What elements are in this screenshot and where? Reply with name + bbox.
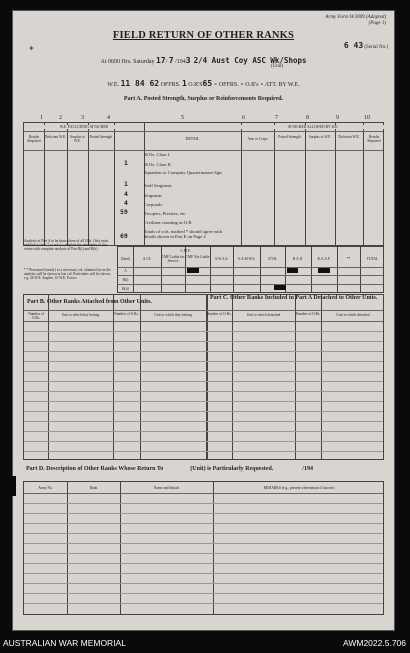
- part-c-head: Unit to which detached: [246, 313, 281, 317]
- row-detail: Totals of cols. marked * should agree with details shown in Part E on Page 2: [144, 229, 223, 239]
- ruled-line: [24, 371, 383, 372]
- ruled-line: [24, 553, 383, 554]
- footer-credit: AUSTRALIAN WAR MEMORIAL: [3, 638, 126, 648]
- analysis-head: CIVIL: [267, 257, 278, 261]
- ruled-line: [24, 391, 383, 392]
- ors2-value: -: [240, 81, 244, 88]
- ruled-line: [24, 401, 383, 402]
- year-prefix: /194: [175, 59, 186, 65]
- analysis-row-label: A: [124, 269, 127, 273]
- ruled-line: [24, 543, 383, 544]
- part-b-title: Part B. Other Ranks Attached from Other Units.: [27, 299, 152, 305]
- col-number: 3: [81, 115, 84, 121]
- unit-label: (Unit): [271, 64, 284, 69]
- row-detail: Civilians counting as O.R.: [144, 220, 193, 225]
- serial-number: [344, 41, 388, 50]
- ruled-line: [24, 593, 383, 594]
- redaction-mark: [287, 268, 298, 273]
- row-detail: Staff Sergeants: [144, 183, 172, 188]
- row-posted: 59: [120, 208, 128, 216]
- col-head: Posted Strength: [278, 135, 301, 139]
- serial-label: (Serial No.): [364, 45, 388, 50]
- row-detail: Troopers, Privates, etc.: [144, 211, 187, 216]
- ruled-line: [24, 331, 383, 332]
- analysis-table: [117, 246, 384, 293]
- month-value: 7: [168, 56, 174, 65]
- row-detail: Sergeants: [144, 193, 162, 198]
- col-number: 1: [40, 115, 43, 121]
- ruled-line: [24, 431, 383, 432]
- col-head: Posted Strength: [89, 135, 113, 139]
- col-head: Surplus to W.E.: [70, 135, 85, 144]
- ors-value: 65: [202, 79, 213, 88]
- col-number: 5: [181, 115, 184, 121]
- ruled-line: [24, 441, 383, 442]
- time-label: At 0600 Hrs. Saturday: [100, 59, 155, 65]
- analysis-head: R.A.A.F.: [317, 257, 331, 261]
- part-c-title: Part C. Other Ranks Included in Part A Detached to Other Units.: [210, 295, 378, 301]
- analysis-head: TOTAL: [366, 257, 379, 261]
- part-a-table: [23, 122, 384, 246]
- col-head: Deficient W.E.: [338, 135, 360, 139]
- day-value: 17: [155, 56, 166, 65]
- ruled-line: [24, 351, 383, 352]
- part-c-head: Unit to which detached: [336, 313, 370, 317]
- col-number: 6: [242, 115, 245, 121]
- row-detail: W.Os. Class I.: [144, 152, 171, 157]
- part-d-date-suffix: /194: [302, 466, 313, 472]
- we-label: W.E.: [107, 82, 120, 88]
- offrs2-label: OFFRS.: [218, 82, 239, 88]
- analysis-head: R.A.N.: [292, 257, 304, 261]
- year-value: 3: [185, 56, 191, 65]
- ruled-line: [24, 451, 383, 452]
- offrs-label: OFFRS.: [160, 82, 181, 88]
- offrs-value: 1: [181, 79, 187, 88]
- analysis-head: **: [346, 257, 351, 261]
- we-value: 11 84 62: [120, 79, 160, 88]
- form-sheet: [13, 11, 394, 630]
- ruled-line: [24, 573, 383, 574]
- ruled-line: [24, 523, 383, 524]
- col-head: Surplus to W.E.: [308, 135, 332, 139]
- col-head: Arm or Corps: [247, 137, 268, 141]
- ruled-line: [24, 503, 383, 504]
- analysis-head: A.W.A.S.: [214, 257, 229, 261]
- redaction-mark: [318, 268, 330, 273]
- part-d-table: [23, 481, 384, 615]
- row-detail: Corporals: [144, 202, 163, 207]
- part-d-unit-suffix: (Unit) is Particularly Requested.: [190, 466, 274, 472]
- ruled-line: [24, 361, 383, 362]
- part-d-title-text: Part D. Description of Other Ranks Whose Return To: [26, 466, 164, 472]
- analysis-head: A.A.M.W.S.: [237, 257, 256, 261]
- part-b-head: Number of O.Rs.: [114, 312, 139, 316]
- offrs2-value: -: [213, 81, 218, 88]
- part-d-head: REMARKS (e.g., present whereabouts if known): [263, 486, 335, 490]
- part-d-head: Rank: [89, 486, 98, 490]
- row-posted: 4: [124, 190, 128, 198]
- serial-value: 6 43: [343, 41, 364, 50]
- analysis-head: Detail: [121, 257, 130, 261]
- punch-hole-icon: ✦: [28, 44, 35, 53]
- col-number: 2: [59, 115, 62, 121]
- ruled-line: [24, 411, 383, 412]
- part-c-head: Number of O.Rs.: [206, 312, 232, 316]
- right-group-header: ATTACHED ALLOWED BY W.E.: [241, 125, 385, 129]
- unit-value: 2/4 Aust Coy ASC Wk/Shops: [193, 56, 307, 65]
- redaction-mark: [274, 285, 286, 290]
- col-head: Reinfts Required: [367, 135, 381, 144]
- ors-label: O.R'S: [188, 82, 203, 88]
- ruled-line: [24, 533, 383, 534]
- analysis-head: C.M.F.: [180, 249, 191, 253]
- part-b-head: Unit to which they belong: [61, 313, 100, 317]
- ruled-line: [24, 513, 383, 514]
- col-number: 8: [306, 115, 309, 121]
- col-number: 9: [336, 115, 339, 121]
- part-d-title: [26, 466, 313, 472]
- part-b-head: Unit to which they belong: [154, 313, 192, 317]
- analysis-head: CMF Not Liable: [185, 255, 210, 259]
- footer-accession: AWM2022.5.706: [343, 638, 406, 648]
- page-reference: (Page 1): [368, 21, 386, 26]
- col-number: 7: [275, 115, 278, 121]
- att-label: ATT. BY W.E.: [264, 82, 300, 88]
- ors2-label: O.R's: [245, 82, 259, 88]
- detail-head: DETAIL: [185, 136, 200, 141]
- part-b-head: Number of O.Rs.: [28, 312, 44, 321]
- col-number: 4: [107, 115, 110, 121]
- row-detail: W.Os. Class II.: [144, 162, 172, 167]
- ruled-line: [24, 381, 383, 382]
- torn-edge: [10, 476, 16, 496]
- ruled-line: [24, 341, 383, 342]
- att-value: -: [260, 81, 264, 88]
- analysis-row-label: B(ii): [122, 287, 129, 291]
- ruled-line: [24, 421, 383, 422]
- row-posted: 1: [124, 159, 128, 167]
- ruled-line: [24, 563, 383, 564]
- personnel-note: * * Personnel (steady) to a necessary col. obtained for in the analysis will be shown in last col. Particulars will be shown, e.g. 26 W.E. Kaplen, 10 W.E. Forces.: [24, 268, 111, 281]
- part-d-head: Army No.: [38, 486, 53, 490]
- row-posted: 69: [120, 232, 128, 240]
- col-head: Reinfts Required: [27, 135, 41, 144]
- ruled-line: [24, 583, 383, 584]
- date-unit-line: At 0600 Hrs. Saturday 17/ 7 /1943 2/4 Aust Coy ASC Wk/Shops (Unit): [100, 56, 307, 69]
- left-group-header: W.E. EXCLUDING ATTACHED: [24, 125, 144, 129]
- part-a-heading: Part A. Posted Strength, Surplus or Reinforcements Required.: [123, 96, 284, 102]
- part-d-head: Name and Initials: [153, 486, 180, 490]
- redaction-mark: [187, 268, 199, 273]
- analysis-note: Analysis of Part A to be shown here of all ORs. Only units entitled to form 7 or ask to complete the remainder of this return with complete analysis of Part B(i) and B(ii).: [24, 239, 109, 252]
- form-reference: [325, 15, 386, 27]
- ruled-line: [24, 603, 383, 604]
- row-posted: 1: [124, 180, 128, 188]
- row-detail: Squadron or Company Quartermaster Sgts: [144, 170, 223, 175]
- col-number: 10: [364, 115, 370, 121]
- strength-line: [13, 79, 394, 88]
- col-head: Deficient W.E.: [44, 135, 67, 139]
- army-form-label: Army Form W.3009 (Adapted): [325, 15, 386, 20]
- analysis-row-label: B(i): [122, 278, 129, 282]
- part-bc-table: [23, 294, 384, 460]
- analysis-head: A.I.F.: [142, 257, 152, 261]
- part-c-head: Number of O.Rs.: [295, 312, 321, 316]
- analysis-head: CMF Liable for Service: [161, 255, 185, 264]
- row-posted: 4: [124, 199, 128, 207]
- form-title: FIELD RETURN OF OTHER RANKS: [112, 30, 295, 41]
